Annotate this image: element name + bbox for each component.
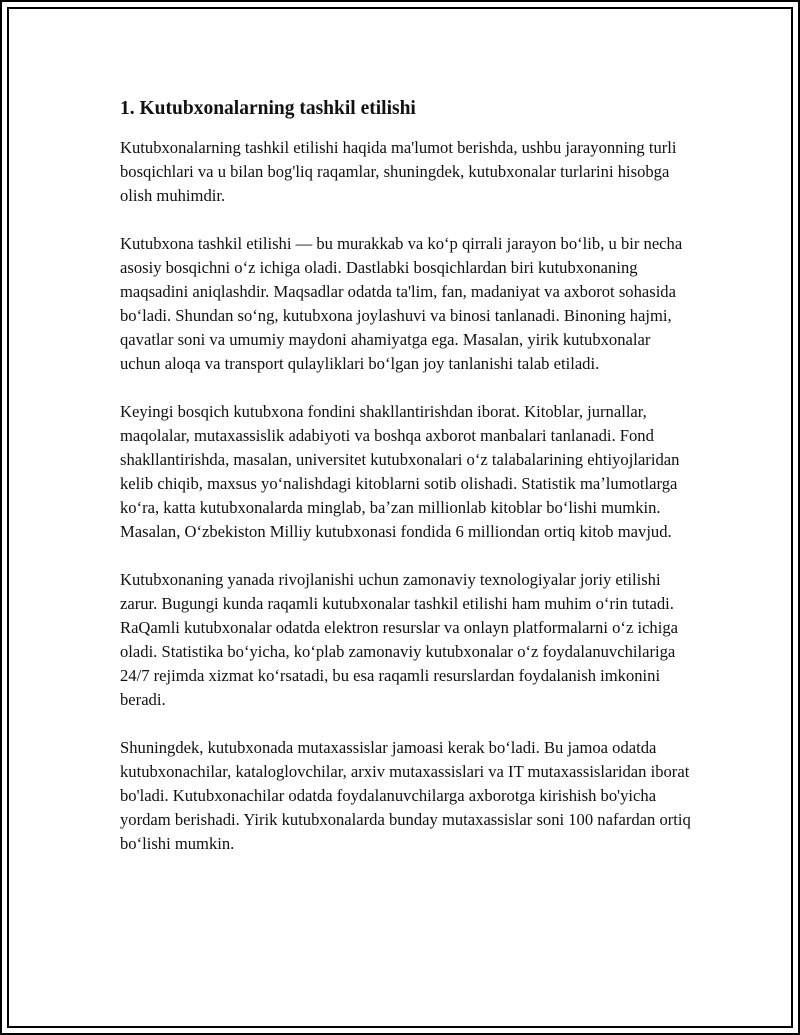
paragraph-collection-building: Keyingi bosqich kutubxona fondini shakllantirishdan iborat. Kitoblar, jurnallar, maqolalar, mutaxassislik adabiyoti va boshqa axborot manbalari tanlanadi. Fond shakllantirishda, masalan, universitet kutubxonalari oʻz talabalarining ehtiyojlaridan kelib chiqib, maxsus yoʻnalishdagi kitoblarni sotib olishadi. Statistik maʼlumotlarga koʻra, katta kutubxonalarda minglab, baʼzan millionlab kitoblar boʻlishi mumkin. Masalan, Oʻzbekiston Milliy kutubxonasi fondida 6 milliondan ortiq kitob mavjud. [120, 402, 680, 541]
paragraph-organization-stages: Kutubxona tashkil etilishi — bu murakkab va koʻp qirrali jarayon boʻlib, u bir necha asosiy bosqichni oʻz ichiga oladi. Dastlabki bosqichlardan biri kutubxonaning maqsadini aniqlashdir. Maqsadlar odatda ta'lim, fan, madaniyat va axborot sohasida boʻladi. Shundan soʻng, kutubxona joylashuvi va binosi tanlanadi. Binoning hajmi, qavatlar soni va umumiy maydoni ahamiyatga ega. Masalan, yirik kutubxonalar uchun aloqa va transport qulayliklari boʻlgan joy tanlanishi talab etiladi. [120, 234, 683, 373]
paragraph-modern-technologies: Kutubxonaning yanada rivojlanishi uchun zamonaviy texnologiyalar joriy etilishi zarur. Bugungi kunda raqamli kutubxonalar tashkil etilishi ham muhim oʻrin tutadi. RaQamli kutubxonalar odatda elektron resurslar va onlayn platformalarni oʻz ichiga oladi. Statistika boʻyicha, koʻplab zamonaviy kutubxonalar oʻz foydalanuvchilariga 24/7 rejimda xizmat koʻrsatadi, bu esa raqamli resurslardan foydalanish imkonini beradi. [120, 570, 678, 709]
paragraph-intro: Kutubxonalarning tashkil etilishi haqida ma'lumot berishda, ushbu jarayonning turli bosqichlari va u bilan bog'liq raqamlar, shuningdek, kutubxonalar turlarini hisobga olish muhimdir. [120, 138, 677, 205]
paragraph-staff: Shuningdek, kutubxonada mutaxassislar jamoasi kerak boʻladi. Bu jamoa odatda kutubxonachilar, kataloglovchilar, arxiv mutaxassislari va IT mutaxassislaridan iborat bo'ladi. Kutubxonachilar odatda foydalanuvchilarga axborotga kirishish bo'yicha yordam berishadi. Yirik kutubxonalarda bunday mutaxassislar soni 100 nafardan ortiq boʻlishi mumkin. [120, 738, 691, 853]
section-heading: 1. Kutubxonalarning tashkil etilishi [120, 98, 416, 119]
document-body [120, 96, 692, 880]
